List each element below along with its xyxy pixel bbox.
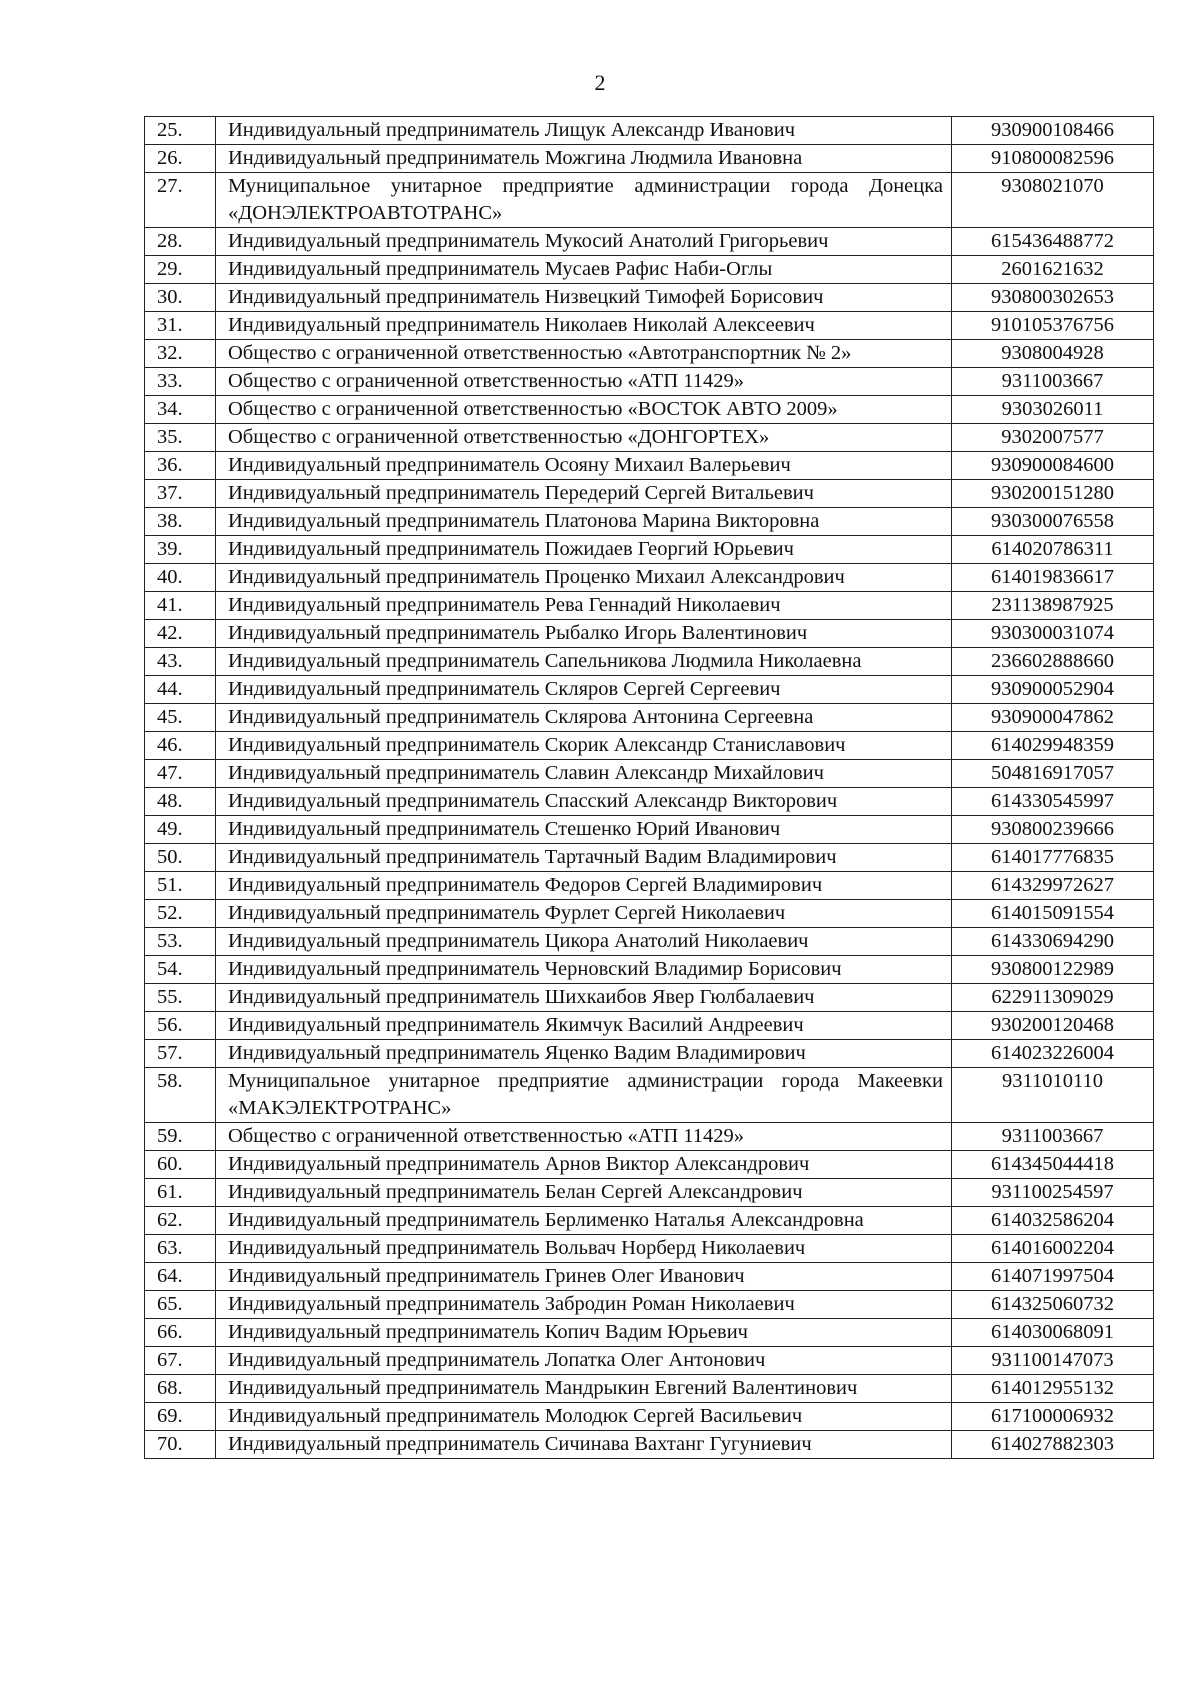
inn-code: 231138987925 [952, 592, 1154, 620]
table-row [145, 368, 1154, 396]
row-number: 35. [145, 424, 216, 452]
entity-name: Индивидуальный предприниматель Белан Сергей Александрович [216, 1179, 952, 1207]
row-number: 53. [145, 928, 216, 956]
inn-code: 930800122989 [952, 956, 1154, 984]
inn-code: 614029948359 [952, 732, 1154, 760]
row-number: 38. [145, 508, 216, 536]
entity-name: Индивидуальный предприниматель Платонова Марина Викторовна [216, 508, 952, 536]
inn-code: 910105376756 [952, 312, 1154, 340]
row-number: 36. [145, 452, 216, 480]
table-row [145, 1375, 1154, 1403]
table-row [145, 1403, 1154, 1431]
table-row [145, 900, 1154, 928]
entity-name: Индивидуальный предприниматель Рева Геннадий Николаевич [216, 592, 952, 620]
row-number: 39. [145, 536, 216, 564]
inn-code: 2601621632 [952, 256, 1154, 284]
row-number: 27. [145, 173, 216, 228]
entity-name: Общество с ограниченной ответственностью «АТП 11429» [216, 368, 952, 396]
row-number: 48. [145, 788, 216, 816]
table-row [145, 1151, 1154, 1179]
table-row [145, 704, 1154, 732]
table-row [145, 928, 1154, 956]
entity-name: Индивидуальный предприниматель Арнов Виктор Александрович [216, 1151, 952, 1179]
inn-code: 930300076558 [952, 508, 1154, 536]
row-number: 65. [145, 1291, 216, 1319]
entity-name: Индивидуальный предприниматель Скляров Сергей Сергеевич [216, 676, 952, 704]
row-number: 43. [145, 648, 216, 676]
table-row [145, 984, 1154, 1012]
table-row [145, 312, 1154, 340]
table-row [145, 480, 1154, 508]
row-number: 60. [145, 1151, 216, 1179]
table-row [145, 117, 1154, 145]
entity-name: Индивидуальный предприниматель Черновский Владимир Борисович [216, 956, 952, 984]
entity-name: Индивидуальный предприниматель Федоров Сергей Владимирович [216, 872, 952, 900]
entity-name: Индивидуальный предприниматель Якимчук Василий Андреевич [216, 1012, 952, 1040]
row-number: 33. [145, 368, 216, 396]
inn-code: 9302007577 [952, 424, 1154, 452]
entity-name: Общество с ограниченной ответственностью «Автотранспортник № 2» [216, 340, 952, 368]
row-number: 32. [145, 340, 216, 368]
entity-name: Индивидуальный предприниматель Копич Вадим Юрьевич [216, 1319, 952, 1347]
row-number: 30. [145, 284, 216, 312]
table-row [145, 536, 1154, 564]
entity-name: Индивидуальный предприниматель Проценко Михаил Александрович [216, 564, 952, 592]
entity-name: Индивидуальный предприниматель Склярова Антонина Сергеевна [216, 704, 952, 732]
table-row [145, 564, 1154, 592]
row-number: 50. [145, 844, 216, 872]
table-row [145, 732, 1154, 760]
table-row [145, 1319, 1154, 1347]
entity-name: Индивидуальный предприниматель Мандрыкин Евгений Валентинович [216, 1375, 952, 1403]
row-number: 57. [145, 1040, 216, 1068]
row-number: 58. [145, 1068, 216, 1123]
table-row [145, 452, 1154, 480]
table-row [145, 592, 1154, 620]
row-number: 59. [145, 1123, 216, 1151]
row-number: 68. [145, 1375, 216, 1403]
row-number: 66. [145, 1319, 216, 1347]
entity-name: Общество с ограниченной ответственностью «ДОНГОРТЕХ» [216, 424, 952, 452]
row-number: 46. [145, 732, 216, 760]
entity-name: Индивидуальный предприниматель Спасский Александр Викторович [216, 788, 952, 816]
page-number: 2 [594, 70, 606, 95]
table-row [145, 256, 1154, 284]
table-row [145, 284, 1154, 312]
registry-table [144, 116, 1154, 1459]
inn-code: 931100254597 [952, 1179, 1154, 1207]
inn-code: 930900108466 [952, 117, 1154, 145]
table-row [145, 1068, 1154, 1123]
row-number: 55. [145, 984, 216, 1012]
entity-name: Индивидуальный предприниматель Рыбалко Игорь Валентинович [216, 620, 952, 648]
table-row [145, 1179, 1154, 1207]
row-number: 29. [145, 256, 216, 284]
table-row [145, 1123, 1154, 1151]
inn-code: 930900047862 [952, 704, 1154, 732]
inn-code: 614017776835 [952, 844, 1154, 872]
inn-code: 236602888660 [952, 648, 1154, 676]
entity-name: Индивидуальный предприниматель Николаев Николай Алексеевич [216, 312, 952, 340]
inn-code: 9311003667 [952, 368, 1154, 396]
row-number: 56. [145, 1012, 216, 1040]
entity-name: Индивидуальный предприниматель Мусаев Рафис Наби-Оглы [216, 256, 952, 284]
table-row [145, 508, 1154, 536]
table-row [145, 1431, 1154, 1459]
entity-name: Индивидуальный предприниматель Цикора Анатолий Николаевич [216, 928, 952, 956]
entity-name: Индивидуальный предприниматель Тартачный Вадим Владимирович [216, 844, 952, 872]
row-number: 47. [145, 760, 216, 788]
row-number: 67. [145, 1347, 216, 1375]
inn-code: 930900052904 [952, 676, 1154, 704]
table-row [145, 228, 1154, 256]
table-row [145, 872, 1154, 900]
inn-code: 614330694290 [952, 928, 1154, 956]
table-row [145, 844, 1154, 872]
inn-code: 504816917057 [952, 760, 1154, 788]
entity-name: Индивидуальный предприниматель Пожидаев Георгий Юрьевич [216, 536, 952, 564]
inn-code: 9311010110 [952, 1068, 1154, 1123]
inn-code: 614019836617 [952, 564, 1154, 592]
inn-code: 614329972627 [952, 872, 1154, 900]
row-number: 28. [145, 228, 216, 256]
table-row [145, 816, 1154, 844]
table-row [145, 956, 1154, 984]
table-row [145, 788, 1154, 816]
entity-name: Индивидуальный предприниматель Гринев Олег Иванович [216, 1263, 952, 1291]
row-number: 62. [145, 1207, 216, 1235]
table-row [145, 145, 1154, 173]
table-row [145, 1207, 1154, 1235]
entity-name: Общество с ограниченной ответственностью «АТП 11429» [216, 1123, 952, 1151]
table-row [145, 340, 1154, 368]
table-row [145, 648, 1154, 676]
inn-code: 930800239666 [952, 816, 1154, 844]
entity-name: Общество с ограниченной ответственностью «ВОСТОК АВТО 2009» [216, 396, 952, 424]
row-number: 37. [145, 480, 216, 508]
table-row [145, 173, 1154, 228]
inn-code: 614023226004 [952, 1040, 1154, 1068]
table-row [145, 620, 1154, 648]
row-number: 41. [145, 592, 216, 620]
entity-name: Индивидуальный предприниматель Лопатка Олег Антонович [216, 1347, 952, 1375]
table-row [145, 1040, 1154, 1068]
entity-name: Муниципальное унитарное предприятие администрации города Макеевки «МАКЭЛЕКТРОТРАНС» [216, 1068, 952, 1123]
row-number: 64. [145, 1263, 216, 1291]
inn-code: 9303026011 [952, 396, 1154, 424]
entity-name: Индивидуальный предприниматель Лищук Александр Иванович [216, 117, 952, 145]
entity-name: Муниципальное унитарное предприятие администрации города Донецка «ДОНЭЛЕКТРОАВТОТРАНС» [216, 173, 952, 228]
table-row [145, 1263, 1154, 1291]
row-number: 61. [145, 1179, 216, 1207]
inn-code: 930200151280 [952, 480, 1154, 508]
row-number: 31. [145, 312, 216, 340]
entity-name: Индивидуальный предприниматель Мукосий Анатолий Григорьевич [216, 228, 952, 256]
table-row [145, 1012, 1154, 1040]
inn-code: 614012955132 [952, 1375, 1154, 1403]
inn-code: 614032586204 [952, 1207, 1154, 1235]
table-row [145, 424, 1154, 452]
row-number: 26. [145, 145, 216, 173]
row-number: 25. [145, 117, 216, 145]
entity-name: Индивидуальный предприниматель Берлименко Наталья Александровна [216, 1207, 952, 1235]
inn-code: 931100147073 [952, 1347, 1154, 1375]
inn-code: 617100006932 [952, 1403, 1154, 1431]
entity-name: Индивидуальный предприниматель Шихкаибов Явер Гюлбалаевич [216, 984, 952, 1012]
inn-code: 9308021070 [952, 173, 1154, 228]
table-row [145, 396, 1154, 424]
row-number: 34. [145, 396, 216, 424]
table-row [145, 1291, 1154, 1319]
inn-code: 910800082596 [952, 145, 1154, 173]
row-number: 70. [145, 1431, 216, 1459]
entity-name: Индивидуальный предприниматель Скорик Александр Станиславович [216, 732, 952, 760]
entity-name: Индивидуальный предприниматель Молодюк Сергей Васильевич [216, 1403, 952, 1431]
inn-code: 614345044418 [952, 1151, 1154, 1179]
inn-code: 614015091554 [952, 900, 1154, 928]
entity-name: Индивидуальный предприниматель Стешенко Юрий Иванович [216, 816, 952, 844]
inn-code: 930800302653 [952, 284, 1154, 312]
entity-name: Индивидуальный предприниматель Славин Александр Михайлович [216, 760, 952, 788]
inn-code: 614325060732 [952, 1291, 1154, 1319]
entity-name: Индивидуальный предприниматель Низвецкий Тимофей Борисович [216, 284, 952, 312]
inn-code: 614330545997 [952, 788, 1154, 816]
inn-code: 614071997504 [952, 1263, 1154, 1291]
entity-name: Индивидуальный предприниматель Вольвач Норберд Николаевич [216, 1235, 952, 1263]
row-number: 45. [145, 704, 216, 732]
inn-code: 614030068091 [952, 1319, 1154, 1347]
row-number: 49. [145, 816, 216, 844]
row-number: 44. [145, 676, 216, 704]
inn-code: 614020786311 [952, 536, 1154, 564]
row-number: 51. [145, 872, 216, 900]
entity-name: Индивидуальный предприниматель Передерий Сергей Витальевич [216, 480, 952, 508]
entity-name: Индивидуальный предприниматель Яценко Вадим Владимирович [216, 1040, 952, 1068]
row-number: 69. [145, 1403, 216, 1431]
inn-code: 930900084600 [952, 452, 1154, 480]
inn-code: 930300031074 [952, 620, 1154, 648]
inn-code: 9308004928 [952, 340, 1154, 368]
row-number: 42. [145, 620, 216, 648]
table-row [145, 1235, 1154, 1263]
inn-code: 622911309029 [952, 984, 1154, 1012]
inn-code: 614016002204 [952, 1235, 1154, 1263]
inn-code: 9311003667 [952, 1123, 1154, 1151]
row-number: 63. [145, 1235, 216, 1263]
row-number: 52. [145, 900, 216, 928]
inn-code: 930200120468 [952, 1012, 1154, 1040]
entity-name: Индивидуальный предприниматель Сичинава Вахтанг Гугуниевич [216, 1431, 952, 1459]
table-row [145, 760, 1154, 788]
row-number: 54. [145, 956, 216, 984]
inn-code: 615436488772 [952, 228, 1154, 256]
registry-table-body [145, 117, 1154, 1459]
entity-name: Индивидуальный предприниматель Можгина Людмила Ивановна [216, 145, 952, 173]
table-row [145, 1347, 1154, 1375]
entity-name: Индивидуальный предприниматель Сапельникова Людмила Николаевна [216, 648, 952, 676]
entity-name: Индивидуальный предприниматель Забродин Роман Николаевич [216, 1291, 952, 1319]
entity-name: Индивидуальный предприниматель Фурлет Сергей Николаевич [216, 900, 952, 928]
entity-name: Индивидуальный предприниматель Осояну Михаил Валерьевич [216, 452, 952, 480]
table-row [145, 676, 1154, 704]
row-number: 40. [145, 564, 216, 592]
inn-code: 614027882303 [952, 1431, 1154, 1459]
